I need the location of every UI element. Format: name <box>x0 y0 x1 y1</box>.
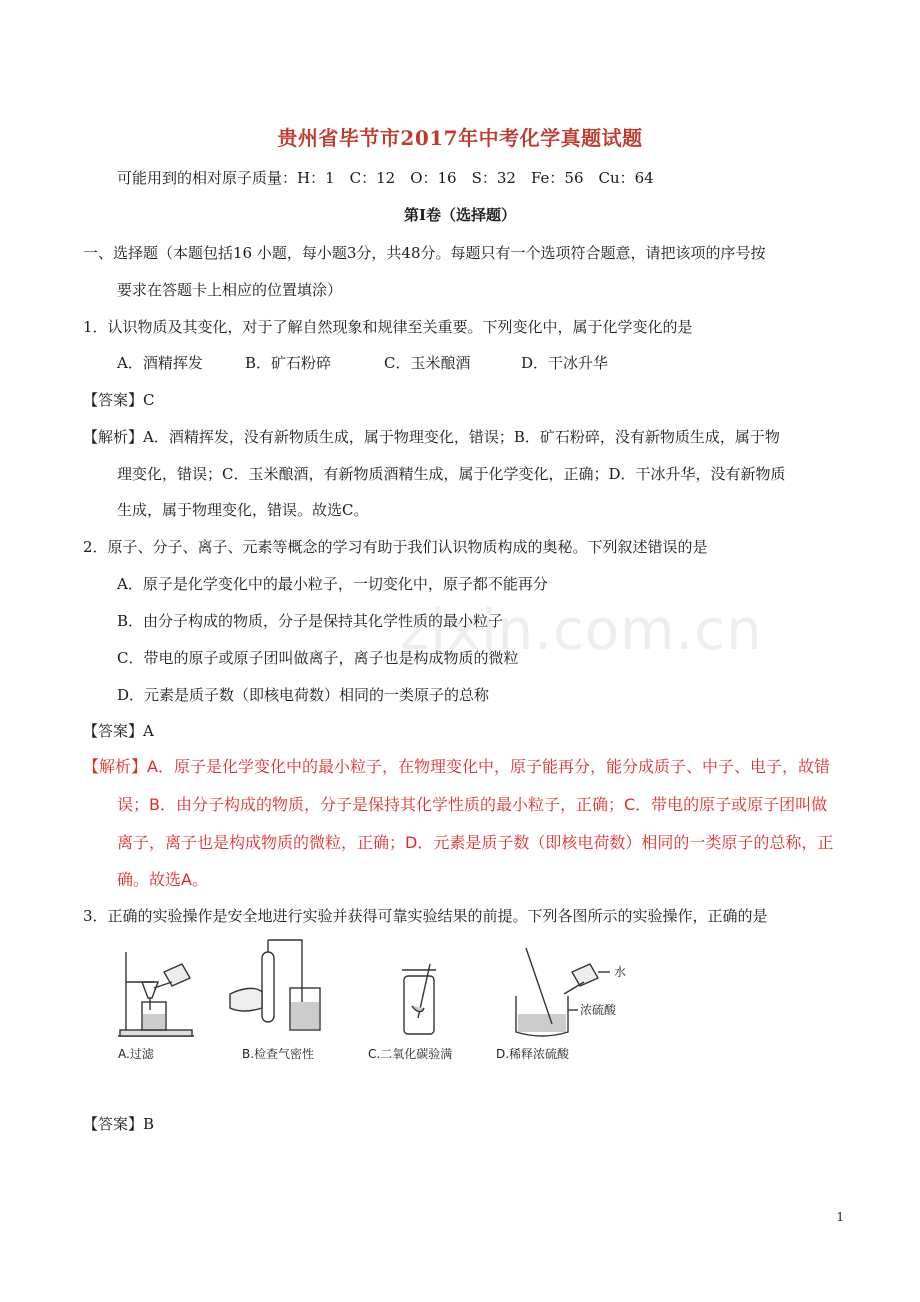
q1-stem: 1．认识物质及其变化，对于了解自然现象和规律至关重要。下列变化中，属于化学变化的是 <box>83 318 693 336</box>
q2-option-d: D．元素是质子数（即核电荷数）相同的一类原子的总称 <box>117 686 490 704</box>
watermark: zixin.com.cn <box>400 598 763 663</box>
q1-option-a: A．酒精挥发 <box>117 354 203 372</box>
atomic-masses: 可能用到的相对原子质量：H：1 C：12 O：16 S：32 Fe：56 Cu：64 <box>117 169 654 187</box>
q2-option-c: C．带电的原子或原子团叫做离子，离子也是构成物质的微粒 <box>117 649 519 667</box>
figure-label-water: 水 <box>614 965 627 979</box>
figure-caption-c: C.二氧化碳验满 <box>368 1047 453 1061</box>
q2-answer: 【答案】A <box>83 722 154 740</box>
airtightness-check-illustration <box>230 940 320 1030</box>
q1-option-b: B．矿石粉碎 <box>245 354 332 372</box>
figure-caption-b: B.检查气密性 <box>242 1047 315 1061</box>
q1-analysis-line-2: 理变化，错误；C．玉米酿酒，有新物质酒精生成，属于化学变化，正确；D．干冰升华，没有新物质 <box>117 465 786 483</box>
q2-option-a: A．原子是化学变化中的最小粒子，一切变化中，原子都不能再分 <box>117 575 548 593</box>
q2-analysis-line-4: 确。故选A。 <box>117 870 208 889</box>
q1-option-d: D．干冰升华 <box>521 354 609 372</box>
q3-stem: 3．正确的实验操作是安全地进行实验并获得可靠实验结果的前提。下列各图所示的实验操作，正确的是 <box>83 907 768 925</box>
section-heading: 第Ⅰ卷（选择题） <box>403 206 517 224</box>
figure-caption-a: A.过滤 <box>118 1047 154 1061</box>
co2-test-illustration <box>402 964 436 1034</box>
q1-option-c: C．玉米酿酒 <box>384 354 471 372</box>
instructions-line-1: 一、选择题（本题包括16 小题，每小题3分，共48分。每题只有一个选项符合题意，请把该项的序号按 <box>83 244 766 262</box>
filtration-apparatus-illustration <box>118 952 194 1036</box>
q3-answer: 【答案】B <box>83 1115 155 1133</box>
q2-stem: 2．原子、分子、离子、元素等概念的学习有助于我们认识物质构成的奥秘。下列叙述错误的是 <box>83 538 708 556</box>
q3-experiment-figure <box>112 936 640 1064</box>
q1-analysis-line-1: 【解析】A．酒精挥发，没有新物质生成，属于物理变化，错误；B．矿石粉碎，没有新物质生成，属于物 <box>83 428 780 446</box>
figure-label-sulfuric-acid: 浓硫酸 <box>580 1003 617 1017</box>
q2-option-b: B．由分子构成的物质，分子是保持其化学性质的最小粒子 <box>117 612 504 630</box>
q1-analysis-line-3: 生成，属于物理变化，错误。故选C。 <box>117 501 369 519</box>
q2-analysis-line-2: 误；B．由分子构成的物质，分子是保持其化学性质的最小粒子，正确；C．带电的原子或原子团叫做 <box>117 795 828 814</box>
q2-analysis-line-3: 离子，离子也是构成物质的微粒，正确；D．元素是质子数（即核电荷数）相同的一类原子的总称，正 <box>117 833 834 852</box>
dilution-illustration <box>516 948 610 1036</box>
page-number: 1 <box>836 1210 844 1224</box>
q2-analysis-line-1: 【解析】A．原子是化学变化中的最小粒子，在物理变化中，原子能再分，能分成质子、中子、电子，故错 <box>83 757 830 776</box>
figure-caption-d: D.稀释浓硫酸 <box>496 1047 570 1061</box>
instructions-line-2: 要求在答题卡上相应的位置填涂） <box>117 281 343 299</box>
q1-answer: 【答案】C <box>83 391 155 409</box>
page-title: 贵州省毕节市2017年中考化学真题试题 <box>277 126 643 150</box>
